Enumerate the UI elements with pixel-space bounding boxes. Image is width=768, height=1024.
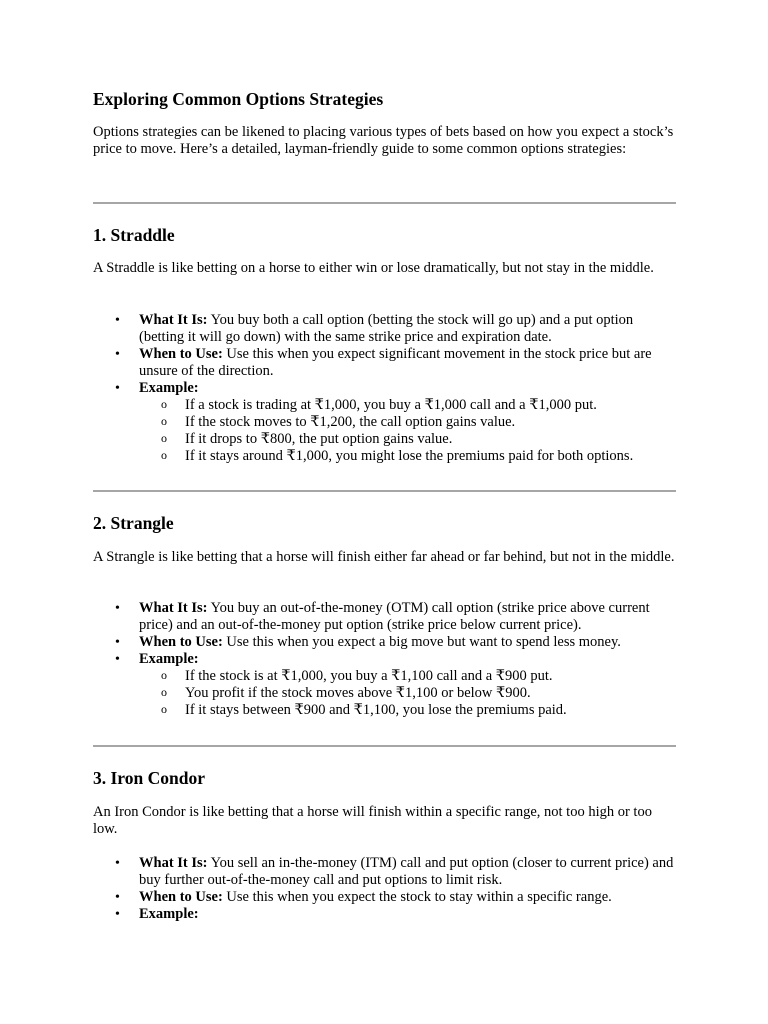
list-item [93,380,676,465]
straddle-details-list [93,312,676,465]
sublist-item: o If the stock moves to ₹1,200, the call option gains value. [139,414,676,431]
when-to-use-label: When to Use: [139,346,223,362]
list-item [93,346,676,380]
list-item [93,855,676,889]
when-to-use-text: Use this when you expect significant movement in the stock price but are unsure of the direction. [139,346,652,379]
list-item [93,906,676,923]
iron-condor-details-list [93,855,676,923]
example-label: Example: [139,380,199,396]
when-to-use-label: When to Use: [139,634,223,650]
section-heading-strangle: 2. Strangle [93,513,174,533]
when-to-use-text: Use this when you expect a big move but want to spend less money. [222,634,621,650]
section-heading-iron-condor: 3. Iron Condor [93,768,205,788]
section-divider [93,490,676,492]
sublist-item: o If the stock is at ₹1,000, you buy a ₹1,100 call and a ₹900 put. [139,668,676,685]
sublist-item: o If it stays around ₹1,000, you might lose the premiums paid for both options. [139,448,676,465]
list-item [93,312,676,346]
what-it-is-label: What It Is: [139,312,208,328]
section-description-straddle: A Straddle is like betting on a horse to either win or lose dramatically, but not stay in the middle. [93,260,654,276]
what-it-is-label: What It Is: [139,855,208,871]
list-item [93,634,676,651]
example-sublist [139,397,676,465]
when-to-use-text: Use this when you expect the stock to stay within a specific range. [222,889,612,905]
sublist-item: o If it stays between ₹900 and ₹1,100, you lose the premiums paid. [139,702,676,719]
list-item [93,889,676,906]
section-divider [93,745,676,747]
sublist-item: o If a stock is trading at ₹1,000, you buy a ₹1,000 call and a ₹1,000 put. [139,397,676,414]
section-heading-straddle: 1. Straddle [93,225,175,245]
sublist-item: o You profit if the stock moves above ₹1,100 or below ₹900. [139,685,676,702]
page-title: Exploring Common Options Strategies [93,89,384,109]
what-it-is-text: You buy an out-of-the-money (OTM) call option (strike price above current price) and an out-of-the-money put option (strike price below current price). [139,600,650,633]
list-item [93,651,676,719]
example-label: Example: [139,651,199,667]
what-it-is-label: What It Is: [139,600,208,616]
example-label: Example: [139,906,199,922]
strangle-details-list [93,600,676,719]
when-to-use-label: When to Use: [139,889,223,905]
example-sublist [139,668,676,719]
section-description-iron-condor: An Iron Condor is like betting that a horse will finish within a specific range, not too high or too low. [93,804,652,837]
section-description-strangle: A Strangle is like betting that a horse will finish either far ahead or far behind, but not in the middle. [93,549,675,565]
intro-paragraph: Options strategies can be likened to placing various types of bets based on how you expect a stock’s price to move. Here’s a detailed, layman-friendly guide to some common options strategies: [93,124,674,157]
list-item [93,600,676,634]
sublist-item: o If it drops to ₹800, the put option gains value. [139,431,676,448]
what-it-is-text: You buy both a call option (betting the stock will go up) and a put option (betting it will go down) with the same strike price and expiration date. [139,312,634,345]
what-it-is-text: You sell an in-the-money (ITM) call and put option (closer to current price) and buy further out-of-the-money call and put options to limit risk. [139,855,674,888]
section-divider [93,202,676,204]
